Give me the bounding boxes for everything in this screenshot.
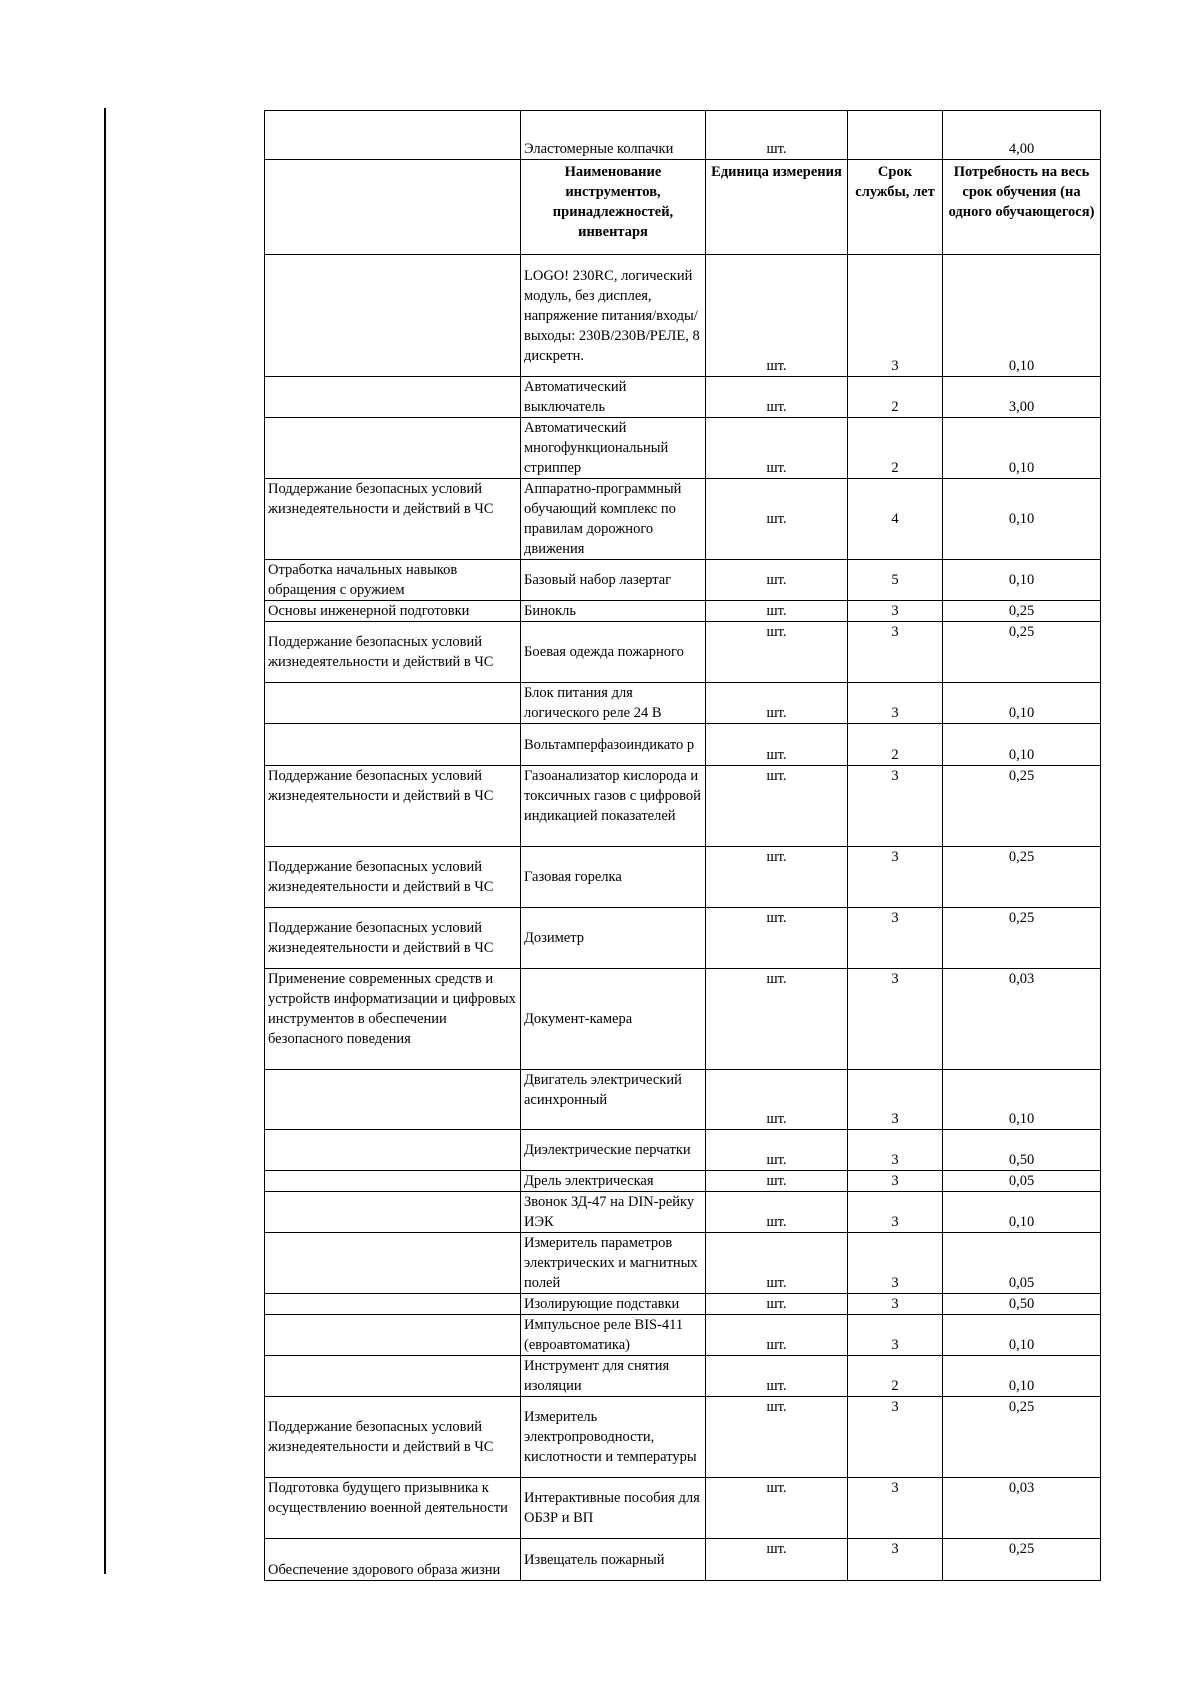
requirement-cell: 0,03 [943,969,1101,1070]
item-name-cell: Бинокль [521,601,706,622]
unit-cell: шт. [706,622,848,683]
section-cell [265,724,521,766]
item-name-cell: Диэлектрические перчатки [521,1130,706,1171]
item-name-cell: Интерактивные пособия для ОБЗР и ВП [521,1478,706,1539]
unit-cell: шт. [706,1130,848,1171]
item-name-cell: Базовый набор лазертаг [521,560,706,601]
unit-cell: шт. [706,111,848,160]
item-name-cell: Изолирующие подставки [521,1294,706,1315]
service-life-cell: 3 [848,622,943,683]
table-row [265,724,1101,766]
requirement-cell: 0,05 [943,1233,1101,1294]
table-row [265,969,1101,1070]
service-life-cell: 3 [848,1171,943,1192]
unit-cell: шт. [706,377,848,418]
service-life-cell: 3 [848,766,943,847]
section-cell [265,1192,521,1233]
unit-cell: шт. [706,1539,848,1581]
service-life-cell: 3 [848,1539,943,1581]
service-life-cell: 2 [848,724,943,766]
unit-cell: шт. [706,1070,848,1130]
item-name-cell: Двигатель электрический асинхронный [521,1070,706,1130]
section-cell [265,683,521,724]
item-name-cell: Автоматический многофункциональный стриппер [521,418,706,479]
requirement-cell: 0,25 [943,1397,1101,1478]
requirement-cell: 0,03 [943,1478,1101,1539]
service-life-cell: 3 [848,847,943,908]
item-name-cell: Дозиметр [521,908,706,969]
unit-cell: шт. [706,1294,848,1315]
requirement-cell: 0,10 [943,1192,1101,1233]
unit-cell: шт. [706,724,848,766]
section-cell [265,418,521,479]
requirement-cell: 0,10 [943,560,1101,601]
service-life-cell: 3 [848,1233,943,1294]
section-cell [265,111,521,160]
service-life-cell: 3 [848,908,943,969]
table-row [265,1294,1101,1315]
table-row [265,255,1101,377]
unit-cell: шт. [706,479,848,560]
service-life-cell: 3 [848,1192,943,1233]
unit-cell: шт. [706,1478,848,1539]
requirement-cell: 0,10 [943,255,1101,377]
service-life-cell: 3 [848,1070,943,1130]
unit-cell: шт. [706,560,848,601]
table-row [265,418,1101,479]
table-row [265,622,1101,683]
item-name-cell: Блок питания для логического реле 24 В [521,683,706,724]
section-cell: Применение современных средств и устройств информатизации и цифровых инструментов в обеспечении безопасного поведения [265,969,521,1070]
requirement-cell: 0,10 [943,724,1101,766]
item-name-cell: Автоматический выключатель [521,377,706,418]
table-row [265,111,1101,160]
service-life-cell: 3 [848,1294,943,1315]
section-cell [265,1233,521,1294]
service-life-cell: 3 [848,1130,943,1171]
unit-cell: шт. [706,1192,848,1233]
section-cell: Отработка начальных навыков обращения с оружием [265,560,521,601]
table-row [265,766,1101,847]
header-name: Наименование инструментов, принадлежностей, инвентаря [521,160,706,255]
item-name-cell: Боевая одежда пожарного [521,622,706,683]
requirement-cell: 0,50 [943,1294,1101,1315]
requirement-cell: 0,10 [943,1356,1101,1397]
service-life-cell: 2 [848,418,943,479]
unit-cell: шт. [706,1356,848,1397]
service-life-cell: 5 [848,560,943,601]
item-name-cell: Газоанализатор кислорода и токсичных газов с цифровой индикацией показателей [521,766,706,847]
section-cell: Поддержание безопасных условий жизнедеятельности и действий в ЧС [265,622,521,683]
table-row [265,1192,1101,1233]
service-life-cell: 3 [848,1478,943,1539]
requirement-cell: 3,00 [943,377,1101,418]
section-cell: Обеспечение здорового образа жизни [265,1539,521,1581]
service-life-cell: 3 [848,683,943,724]
unit-cell: шт. [706,255,848,377]
table-row [265,847,1101,908]
table-row [265,1356,1101,1397]
section-cell [265,1294,521,1315]
service-life-cell: 2 [848,1356,943,1397]
table-row [265,1478,1101,1539]
table-row [265,908,1101,969]
header-requirement: Потребность на весь срок обучения (на одного обучающегося) [943,160,1101,255]
unit-cell: шт. [706,847,848,908]
item-name-cell: Дрель электрическая [521,1171,706,1192]
table-row [265,1233,1101,1294]
unit-cell: шт. [706,418,848,479]
item-name-cell: LOGO! 230RC, логический модуль, без дисплея, напряжение питания/входы/выходы: 230В/230В/РЕЛЕ, 8 дискретн. [521,255,706,377]
item-name-cell: Извещатель пожарный [521,1539,706,1581]
table-row [265,1315,1101,1356]
table-row [265,1130,1101,1171]
item-name-cell: Измеритель электропроводности, кислотности и температуры [521,1397,706,1478]
section-cell [265,1315,521,1356]
item-name-cell: Аппаратно-программный обучающий комплекс по правилам дорожного движения [521,479,706,560]
section-cell [265,255,521,377]
requirement-cell: 0,10 [943,1315,1101,1356]
requirement-cell: 0,10 [943,479,1101,560]
table-row [265,479,1101,560]
service-life-cell: 3 [848,601,943,622]
section-cell [265,1356,521,1397]
requirement-cell: 0,25 [943,847,1101,908]
table-row [265,377,1101,418]
unit-cell: шт. [706,908,848,969]
section-cell: Поддержание безопасных условий жизнедеятельности и действий в ЧС [265,847,521,908]
unit-cell: шт. [706,766,848,847]
inventory-table [264,110,1101,1581]
item-name-cell: Вольтамперфазоиндикато р [521,724,706,766]
requirement-cell: 0,25 [943,622,1101,683]
left-margin-line [104,108,106,1574]
table-row [265,1397,1101,1478]
header-unit: Единица измерения [706,160,848,255]
service-life-cell: 2 [848,377,943,418]
section-cell [265,1171,521,1192]
service-life-cell: 3 [848,1315,943,1356]
header-service-life: Срок службы, лет [848,160,943,255]
unit-cell: шт. [706,683,848,724]
item-name-cell: Эластомерные колпачки [521,111,706,160]
item-name-cell: Документ-камера [521,969,706,1070]
requirement-cell: 0,05 [943,1171,1101,1192]
header-empty-cell [265,160,521,255]
service-life-cell: 3 [848,255,943,377]
section-cell: Поддержание безопасных условий жизнедеятельности и действий в ЧС [265,479,521,560]
requirement-cell: 0,25 [943,908,1101,969]
service-life-cell [848,111,943,160]
item-name-cell: Газовая горелка [521,847,706,908]
section-cell: Поддержание безопасных условий жизнедеятельности и действий в ЧС [265,1397,521,1478]
table-row [265,1171,1101,1192]
requirement-cell: 0,25 [943,601,1101,622]
section-cell [265,1070,521,1130]
unit-cell: шт. [706,1397,848,1478]
requirement-cell: 0,10 [943,1070,1101,1130]
section-cell: Подготовка будущего призывника к осуществлению военной деятельности [265,1478,521,1539]
item-name-cell: Инструмент для снятия изоляции [521,1356,706,1397]
unit-cell: шт. [706,601,848,622]
section-cell: Основы инженерной подготовки [265,601,521,622]
table-row [265,560,1101,601]
table-row [265,601,1101,622]
unit-cell: шт. [706,969,848,1070]
section-cell [265,377,521,418]
item-name-cell: Импульсное реле BIS-411 (евроавтоматика) [521,1315,706,1356]
item-name-cell: Измеритель параметров электрических и магнитных полей [521,1233,706,1294]
section-cell: Поддержание безопасных условий жизнедеятельности и действий в ЧС [265,766,521,847]
requirement-cell: 0,50 [943,1130,1101,1171]
section-cell [265,1130,521,1171]
table-row [265,1070,1101,1130]
unit-cell: шт. [706,1315,848,1356]
table-row [265,1539,1101,1581]
table-row [265,683,1101,724]
unit-cell: шт. [706,1171,848,1192]
item-name-cell: Звонок ЗД-47 на DIN-рейку ИЭК [521,1192,706,1233]
service-life-cell: 3 [848,969,943,1070]
service-life-cell: 4 [848,479,943,560]
table-header-row [265,160,1101,255]
requirement-cell: 0,10 [943,418,1101,479]
requirement-cell: 0,10 [943,683,1101,724]
unit-cell: шт. [706,1233,848,1294]
section-cell: Поддержание безопасных условий жизнедеятельности и действий в ЧС [265,908,521,969]
requirement-cell: 0,25 [943,1539,1101,1581]
requirement-cell: 0,25 [943,766,1101,847]
service-life-cell: 3 [848,1397,943,1478]
requirement-cell: 4,00 [943,111,1101,160]
